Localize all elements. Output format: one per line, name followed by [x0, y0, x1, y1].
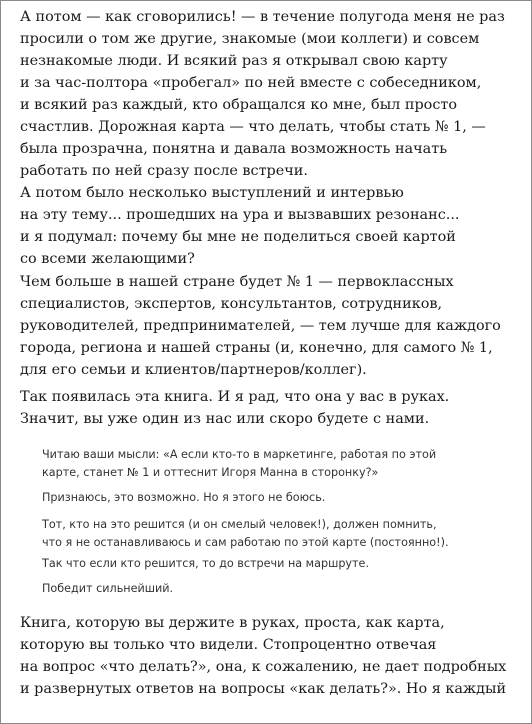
quote-line-3: Тот, кто на это решится (и он смелый человек!), должен помнить, что я не останавливаюсь и сам работаю по этой карте (постоянно!). [42, 518, 449, 549]
quote-block [20, 441, 510, 603]
paragraph-5: Книга, которую вы держите в руках, проста, как карта, которую вы только что видели. Стопроцентно отвечая на вопрос «что делать?», она, к сожалению, не дает подробных и развернутых ответов на вопросы «как делать?». Но я каждый [20, 615, 507, 697]
paragraph-2: А потом было несколько выступлений и интервью на эту тему... прошедших на ура и вызвавших резонанс... и я подумал: почему бы мне не поделиться своей картой со всеми желающими? [20, 185, 460, 267]
paragraph-3: Чем больше в нашей стране будет № 1 — первоклассных специалистов, экспертов, консультантов, сотрудников, руководителей, предпринимателей, — тем лучше для каждого города, региона и нашей страны (и, конечно, для самого № 1, для его семьи и клиентов/партнеров/коллег). [20, 274, 501, 378]
quote-line-5: Победит сильнейший. [42, 582, 174, 595]
quote-line-2: Признаюсь, это возможно. Но я этого не боюсь. [42, 491, 326, 504]
quote-line-1: Читаю ваши мысли: «А если кто-то в маркетинге, работая по этой карте, станет № 1 и оттеснит Игоря Манна в сторонку?» [42, 448, 437, 479]
paragraph-1: А потом — как сговорились! — в течение полугода меня не раз просили о том же другие, знакомые (мои коллеги) и совсем незнакомые люди. И всякий раз я открывал свою карту и за час-полтора «пробегал» по ней вместе с собеседником, и всякий раз каждый, кто обращался ко мне, был просто счастлив. Дорожная карта — что делать, чтобы стать № 1, — была прозрачна, понятна и давала возможность начать работать по ней сразу после встречи. [20, 9, 505, 179]
paragraph-4: Так появилась эта книга. И я рад, что она у вас в руках. Значит, вы уже один из нас или скоро будете с нами. [20, 389, 450, 427]
quote-line-4: Так что если кто решится, то до встречи на маршруте. [42, 557, 369, 570]
